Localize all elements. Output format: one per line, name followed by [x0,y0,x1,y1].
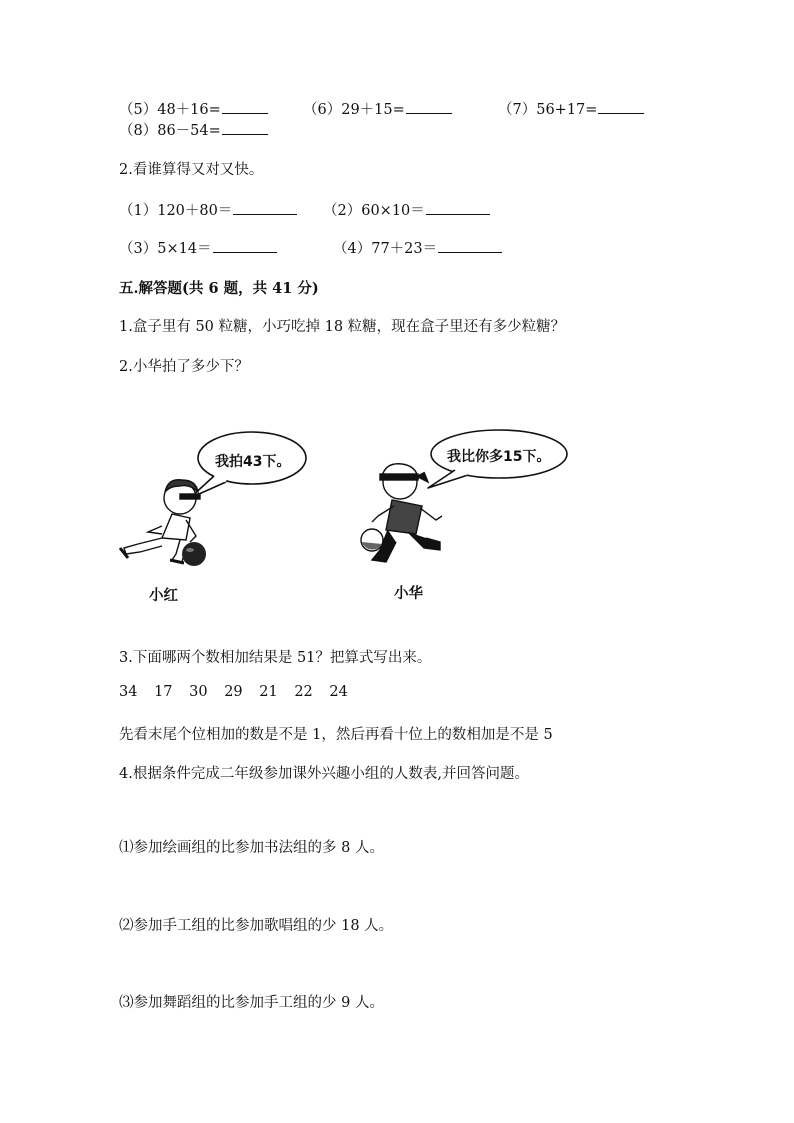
question-3-hint: 先看末尾个位相加的数是不是 1，然后再看十位上的数相加是不是 5 [119,727,553,743]
right-bubble-text: 我比你多15下。 [447,449,551,465]
equation-8: （8）86－54= [119,119,268,140]
number-item: 29 [224,684,243,700]
answer-blank-8[interactable] [222,120,268,135]
number-item: 30 [189,684,208,700]
answer-blank-5[interactable] [222,99,268,114]
question-2-title: 2.看谁算得又对又快。 [119,162,264,178]
calc-blank-3[interactable] [213,238,277,253]
equation-5: （5）48＋16= [119,98,268,119]
calc-blank-2[interactable] [426,200,490,215]
calc-blank-4[interactable] [438,238,502,253]
left-bubble-text: 我拍43下。 [215,454,291,470]
number-item: 22 [294,684,313,700]
calc-4: （4）77＋23＝ [333,237,502,258]
question-3: 3.下面哪两个数相加结果是 51？把算式写出来。 [119,650,432,666]
condition-3: ⑶参加舞蹈组的比参加手工组的少 9 人。 [119,995,384,1011]
calc-2: （2）60×10＝ [323,199,490,220]
number-item: 34 [119,684,138,700]
question-1: 1.盒子里有 50 粒糖，小巧吃掉 18 粒糖，现在盒子里还有多少粒糖？ [119,319,566,335]
section-5-heading: 五.解答题(共 6 题，共 41 分) [119,280,319,297]
calc-blank-1[interactable] [233,200,297,215]
answer-blank-7[interactable] [598,99,644,114]
equation-6: （6）29＋15= [303,98,452,119]
condition-1: ⑴参加绘画组的比参加书法组的多 8 人。 [119,840,384,856]
right-boy-figure [372,464,442,562]
condition-2: ⑵参加手工组的比参加歌唱组的少 18 人。 [119,918,394,934]
number-item: 17 [154,684,173,700]
number-item: 24 [329,684,348,700]
calc-3: （3）5×14＝ [119,237,277,258]
equation-7: （7）56+17= [498,98,644,119]
question-2: 2.小华拍了多少下？ [119,359,249,375]
left-character-name: 小红 [149,588,178,604]
number-item: 21 [259,684,278,700]
answer-blank-6[interactable] [406,99,452,114]
left-ball [182,542,206,566]
right-character-name: 小华 [394,586,423,602]
question-4: 4.根据条件完成二年级参加课外兴趣小组的人数表,并回答问题。 [119,766,529,782]
number-list [119,684,348,700]
calc-1: （1）120＋80＝ [119,199,297,220]
